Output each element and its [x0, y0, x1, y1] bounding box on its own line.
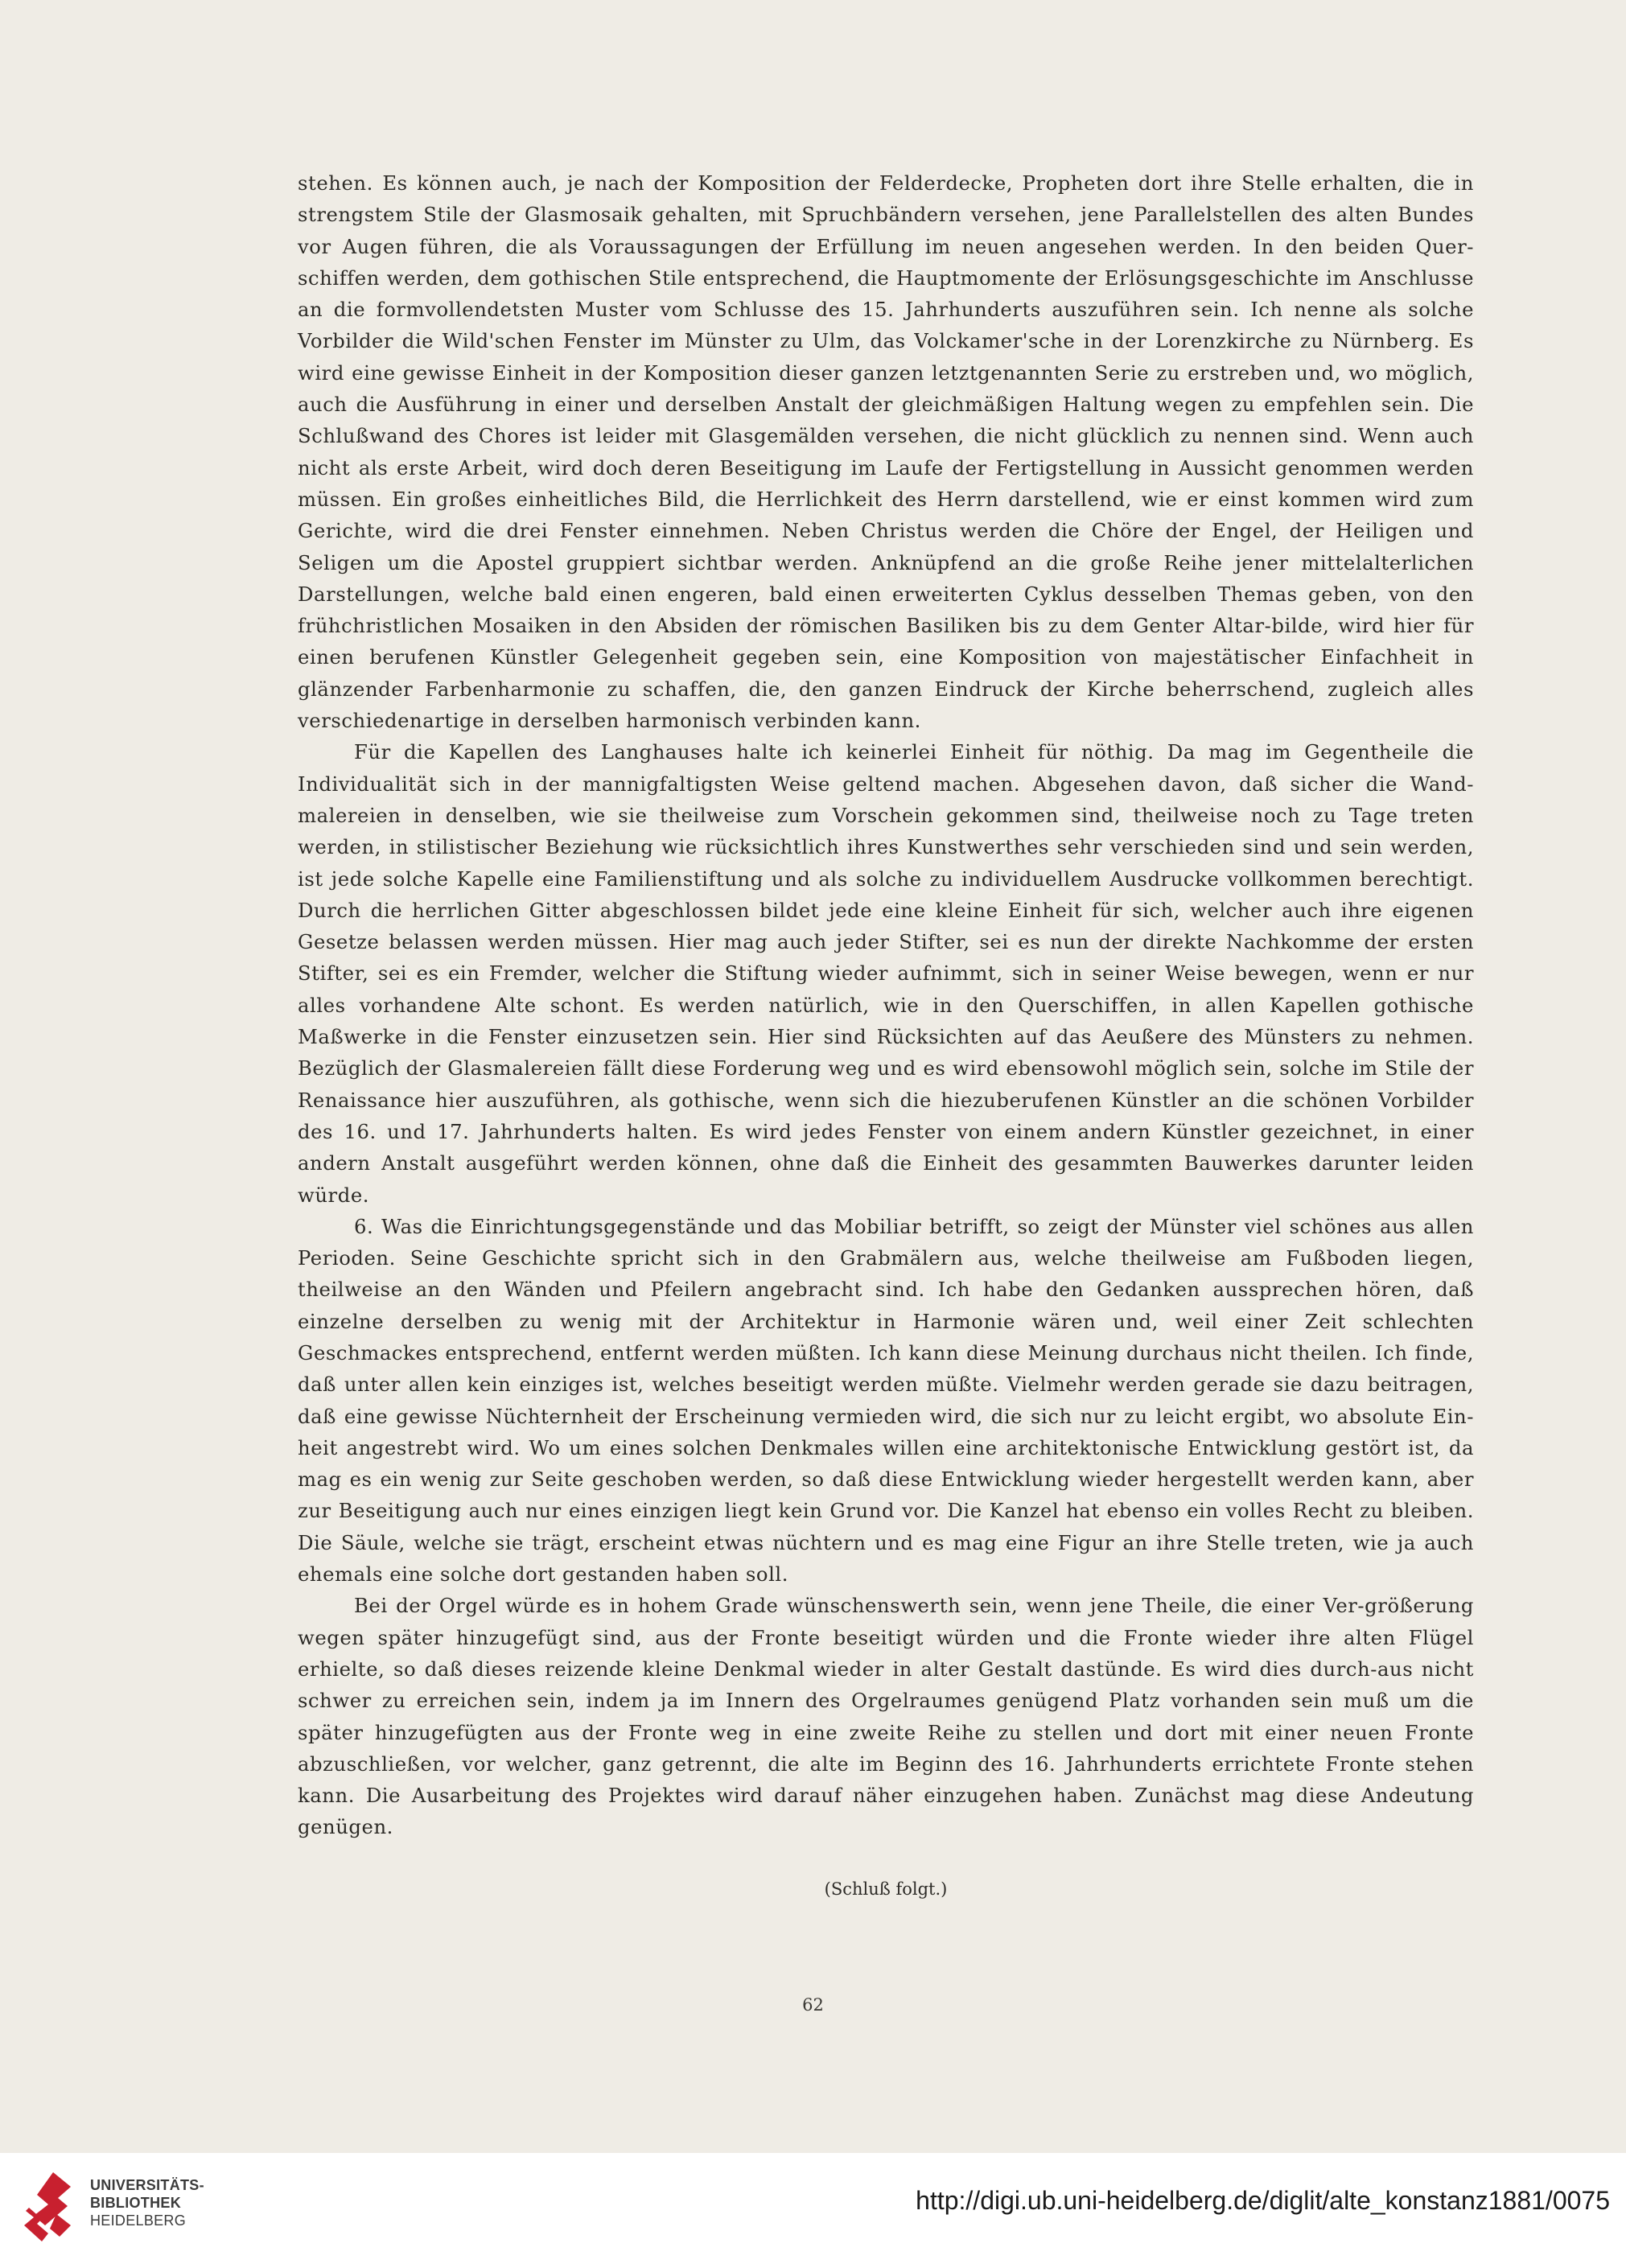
body-text — [298, 167, 1474, 1843]
library-name-line-2: BIBLIOTHEK — [90, 2195, 181, 2211]
library-name-line-1: UNIVERSITÄTS- — [90, 2177, 204, 2193]
library-name-line-3: HEIDELBERG — [90, 2212, 187, 2229]
paragraph-3: 6. Was die Einrichtungsgegenstände und das Mobiliar betrifft, so zeigt der Münster viel schönes aus allen Perioden. Seine Geschichte spricht sich in den Grabmälern aus, welche theilweise am Fußboden liegen, theilweise an den Wänden und Pfeilern angebracht sind. Ich habe den Gedanken aussprechen hören, daß einzelne derselben zu wenig mit der Architektur in Harmonie wären und, weil einer Zeit schlechten Geschmackes entsprechend, entfernt werden müßten. Ich kann diese Meinung durchaus nicht theilen. Ich finde, daß unter allen kein einziges ist, welches beseitigt werden müßte. Vielmehr werden gerade sie dazu beitragen, daß eine gewisse Nüchternheit der Erscheinung vermieden wird, die sich nur zu leicht ergibt, wo absolute Ein-heit angestrebt wird. Wo um eines solchen Denkmales willen eine architektonische Entwicklung gestört ist, da mag es ein wenig zur Seite geschoben werden, so daß diese Entwicklung wieder hergestellt werden kann, aber zur Beseitigung auch nur eines einzigen liegt kein Grund vor. Die Kanzel hat ebenso ein volles Recht zu bleiben. Die Säule, welche sie trägt, erscheint etwas nüchtern und es mag eine Figur an ihre Stelle treten, wie ja auch ehemals eine solche dort gestanden haben soll. — [298, 1214, 1474, 1587]
closing-note: (Schluß folgt.) — [824, 1879, 948, 1899]
footer-bar — [0, 2153, 1626, 2268]
page-number: 62 — [802, 1995, 824, 2015]
permalink-url[interactable]: http://digi.ub.uni-heidelberg.de/diglit/alte_konstanz1881/0075 — [916, 2186, 1610, 2215]
library-name — [90, 2176, 204, 2229]
paragraph-4: Bei der Orgel würde es in hohem Grade wünschenswerth sein, wenn jene Theile, die einer Ver-größerung wegen später hinzugefügt sind, aus der Fronte beseitigt würden und die Fronte wieder ihre alten Flügel erhielte, so daß dieses reizende kleine Denkmal wieder in alter Gestalt dastünde. Es wird dies durch-aus nicht schwer zu erreichen sein, indem ja im Innern des Orgelraumes genügend Platz vorhanden sein muß um die später hinzugefügten aus der Fronte weg in eine zweite Reihe zu stellen und dort mit einer neuen Fronte abzuschließen, vor welcher, ganz getrennt, die alte im Beginn des 16. Jahrhunderts errichtete Fronte stehen kann. Die Ausarbeitung des Projektes wird darauf näher einzugehen haben. Zunächst mag diese Andeutung genügen. — [298, 1594, 1474, 1839]
paragraph-2: Für die Kapellen des Langhauses halte ich keinerlei Einheit für nöthig. Da mag im Gegentheile die Individualität sich in der mannigfaltigsten Weise geltend machen. Abgesehen davon, daß sicher die Wand-malereien in denselben, wie sie theilweise zum Vorschein gekommen sind, theilweise noch zu Tage treten werden, in stilistischer Beziehung wie rücksichtlich ihres Kunstwerthes sehr verschieden sind und sein werden, ist jede solche Kapelle eine Familienstiftung und als solche zu individuellem Ausdrucke vollkommen berechtigt. Durch die herrlichen Gitter abgeschlossen bildet jede eine kleine Einheit für sich, welcher auch ihre eigenen Gesetze belassen werden müssen. Hier mag auch jeder Stifter, sei es nun der direkte Nachkomme der ersten Stifter, sei es ein Fremder, welcher die Stiftung wieder aufnimmt, sich in seiner Weise bewegen, wenn er nur alles vorhandene Alte schont. Es werden natürlich, wie in den Querschiffen, in allen Kapellen gothische Maßwerke in die Fenster einzusetzen sein. Hier sind Rücksichten auf das Aeußere des Münsters zu nehmen. Bezüglich der Glasmalereien fällt diese Forderung weg und es wird ebensowohl möglich sein, solche im Stile der Renaissance hier auszuführen, als gothische, wenn sich die hiezuberufenen Künstler an die schönen Vorbilder des 16. und 17. Jahrhunderts halten. Es wird jedes Fenster von einem andern Künstler gezeichnet, in einer andern Anstalt ausgeführt werden können, ohne daß die Einheit des gesammten Bauwerkes darunter leiden würde. — [298, 740, 1474, 1207]
ub-heidelberg-logo-icon — [21, 2169, 79, 2246]
paragraph-1: stehen. Es können auch, je nach der Komposition der Felderdecke, Propheten dort ihre Stelle erhalten, die in strengstem Stile der Glasmosaik gehalten, mit Spruchbändern versehen, jene Parallelstellen des alten Bundes vor Augen führen, die als Voraussagungen der Erfüllung im neuen angesehen werden. In den beiden Quer-schiffen werden, dem gothischen Stile entsprechend, die Hauptmomente der Erlösungsgeschichte im Anschlusse an die formvollendetsten Muster vom Schlusse des 15. Jahrhunderts auszuführen sein. Ich nenne als solche Vorbilder die Wild'schen Fenster im Münster zu Ulm, das Volckamer'sche in der Lorenzkirche zu Nürnberg. Es wird eine gewisse Einheit in der Komposition dieser ganzen letztgenannten Serie zu erstreben und, wo möglich, auch die Ausführung in einer und derselben Anstalt der gleichmäßigen Haltung wegen zu empfehlen sein. Die Schlußwand des Chores ist leider mit Glasgemälden versehen, die nicht glücklich zu nennen sind. Wenn auch nicht als erste Arbeit, wird doch deren Beseitigung im Laufe der Fertigstellung in Aussicht genommen werden müssen. Ein großes einheitliches Bild, die Herrlichkeit des Herrn darstellend, wie er einst kommen wird zum Gerichte, wird die drei Fenster einnehmen. Neben Christus werden die Chöre der Engel, der Heiligen und Seligen um die Apostel gruppiert sichtbar werden. Anknüpfend an die große Reihe jener mittelalterlichen Darstellungen, welche bald einen engeren, bald einen erweiterten Cyklus desselben Themas geben, von den frühchristlichen Mosaiken in den Absiden der römischen Basiliken bis zu dem Genter Altar-bilde, wird hier für einen berufenen Künstler Gelegenheit gegeben sein, eine Komposition von majestätischer Einfachheit in glänzender Farbenharmonie zu schaffen, die, den ganzen Eindruck der Kirche beherrschend, zugleich alles verschiedenartige in derselben harmonisch verbinden kann. — [298, 171, 1474, 733]
